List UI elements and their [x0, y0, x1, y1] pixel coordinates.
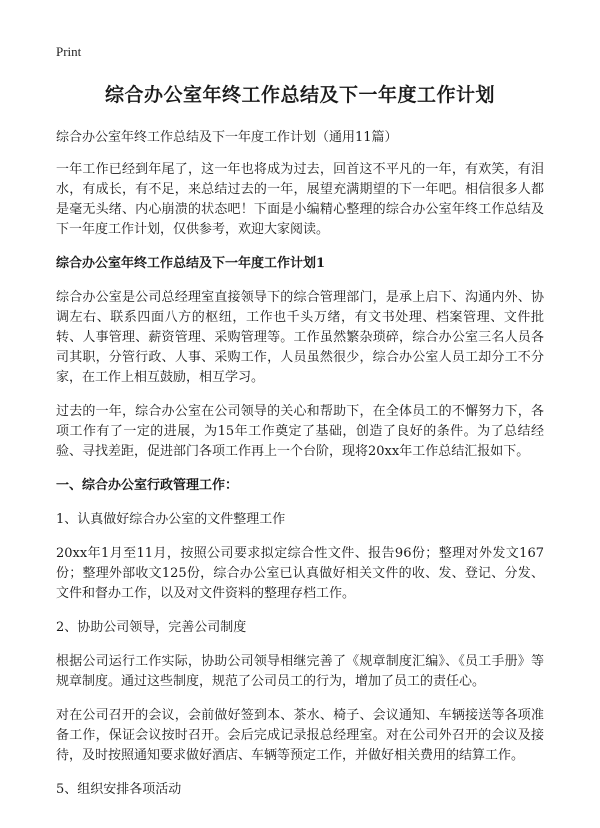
section-heading: 综合办公室年终工作总结及下一年度工作计划1: [56, 256, 326, 271]
item-assist-leadership: 2、协助公司领导，完善公司制度: [56, 620, 247, 635]
heading-admin-work: 一、综合办公室行政管理工作：: [56, 478, 239, 493]
paragraph-year-review: 过去的一年，综合办公室在公司领导的关心和帮助下，在全体员工的不懈努力下，各项工作有了一定的进展，为15年工作奠定了基础，创造了良好的条件。为了总结经验、寻找差距，促进部门各项工作再上一个台阶，现将20xx年工作总结汇报如下。: [56, 404, 544, 459]
paragraph-document-stats: 20xx年1月至11月，按照公司要求拟定综合性文件、报告96份；整理对外发文167份；整理外部收文125份，综合办公室已认真做好相关文件的收、发、登记、分发、文件和督办工作，以及对文件资料的整理存档工作。: [56, 546, 544, 601]
item-organize-activities: 5、组织安排各项活动: [56, 782, 182, 797]
item-document-filing: 1、认真做好综合办公室的文件整理工作: [56, 512, 286, 527]
paragraph-meetings: 对在公司召开的会议，会前做好签到本、茶水、椅子、会议通知、车辆接送等各项准备工作，保证会议按时召开。会后完成记录报总经理室。对在公司外召开的会议及接待，及时按照通知要求做好酒店、车辆等预定工作，并做好相关费用的结算工作。: [56, 708, 544, 763]
page-title: 综合办公室年终工作总结及下一年度工作计划: [104, 84, 495, 106]
print-link[interactable]: Print: [56, 44, 82, 59]
intro-paragraph: 一年工作已经到年尾了，这一年也将成为过去，回首这不平凡的一年，有欢笑，有泪水，有成长，有不足，来总结过去的一年，展望充满期望的下一年吧。相信很多人都是毫无头绪、内心崩溃的状态吧！下面是小编精心整理的综合办公室年终工作总结及下一年度工作计划，仅供参考，欢迎大家阅读。: [56, 162, 544, 237]
paragraph-office-overview: 综合办公室是公司总经理室直接领导下的综合管理部门，是承上启下、沟通内外、协调左右、联系四面八方的枢纽，工作也千头万绪，有文书处理、档案管理、文件批转、人事管理、薪资管理、采购管理等。工作虽然繁杂琐碎，综合办公室三名人员各司其职，分管行政、人事、采购工作，人员虽然很少，综合办公室人员工却分工不分家，在工作上相互鼓励，相互学习。: [56, 290, 544, 385]
document-subtitle: 综合办公室年终工作总结及下一年度工作计划（通用11篇）: [56, 130, 398, 145]
paragraph-regulations: 根据公司运行工作实际，协助公司领导相继完善了《规章制度汇编》、《员工手册》等规章制度。通过这些制度，规范了公司员工的行为，增加了员工的责任心。: [56, 654, 544, 689]
